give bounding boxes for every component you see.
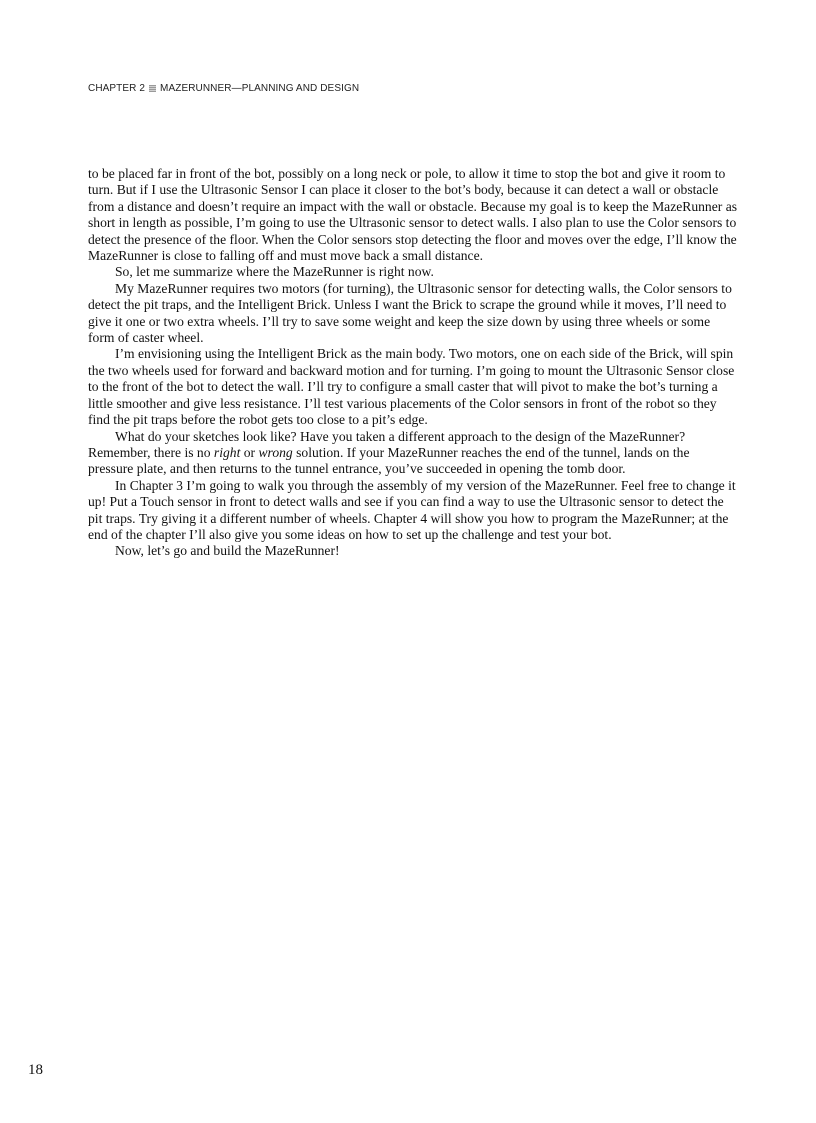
sketches-text-mid: or: [240, 444, 259, 460]
paragraph-continued: to be placed far in front of the bot, possibly on a long neck or pole, to allow it time to stop the bot and give it room to turn. But if I use the Ultrasonic Sensor I can place it closer to the bot’s body, because it can detect a wall or obstacle from a distance and doesn’t require an impact with the wall or obstacle. Because my goal is to keep the MazeRunner as short in length as possible, I’m going to use the Ultrasonic sensor to detect walls. I also plan to use the Color sensors to detect the presence of the floor. When the Color sensors stop detecting the floor and moves over the edge, I’ll know the MazeRunner is close to falling off and must move back a small distance.: [88, 166, 738, 264]
chapter-title: MAZERUNNER—PLANNING AND DESIGN: [160, 83, 360, 94]
sketches-text-start: What do your sketches look like? Have you taken a different approach to the design of the MazeRunner? Remember, there is no: [88, 428, 686, 460]
paragraph-next-chapters: In Chapter 3 I’m going to walk you through the assembly of my version of the MazeRunner. Feel free to change it up! Put a Touch sensor in front to detect walls and see if you can find a way to use the Ultrasonic sensor to detect the pit traps. Try giving it a different number of wheels. Chapter 4 will show you how to program the MazeRunner; at the end of the chapter I’ll also give you some ideas on how to set up the challenge and test your bot.: [88, 477, 736, 542]
paragraph-summary-intro: So, let me summarize where the MazeRunner is right now.: [115, 264, 434, 280]
sketches-text-end: solution. If your MazeRunner reaches the end of the tunnel, lands on the pressure plate, and then returns to the tunnel entrance, you’ve succeeded in opening the tomb door.: [88, 444, 690, 477]
chapter-label: CHAPTER 2: [88, 83, 146, 94]
paragraph-closing: Now, let’s go and build the MazeRunner!: [115, 543, 340, 559]
emphasis-wrong: wrong: [258, 444, 293, 460]
page-number: 18: [28, 1062, 43, 1078]
paragraph-design-vision: I’m envisioning using the Intelligent Brick as the main body. Two motors, one on each side of the Brick, will spin the two wheels used for forward and backward motion and for turning. I’m going to mount the Ultrasonic Sensor close to the front of the bot to detect the wall. I’ll try to configure a small caster that will pivot to make the bot’s turning a little smoother and give less resistance. I’ll test various placements of the Color sensors in front of the robot so they find the pit traps before the robot gets too close to a pit’s edge.: [88, 346, 735, 428]
emphasis-right: right: [213, 444, 241, 460]
paragraph-sketches: [88, 429, 738, 478]
running-head: [88, 83, 359, 94]
separator-square-icon: [149, 85, 156, 92]
paragraph-requirements: My MazeRunner requires two motors (for turning), the Ultrasonic sensor for detecting walls, the Color sensors to detect the pit traps, and the Intelligent Brick. Unless I want the Brick to scrape the ground while it moves, I’ll need to give it one or two extra wheels. I’ll try to save some weight and keep the size down by using three wheels or some form of caster wheel.: [88, 280, 732, 346]
body-text: [88, 166, 738, 560]
